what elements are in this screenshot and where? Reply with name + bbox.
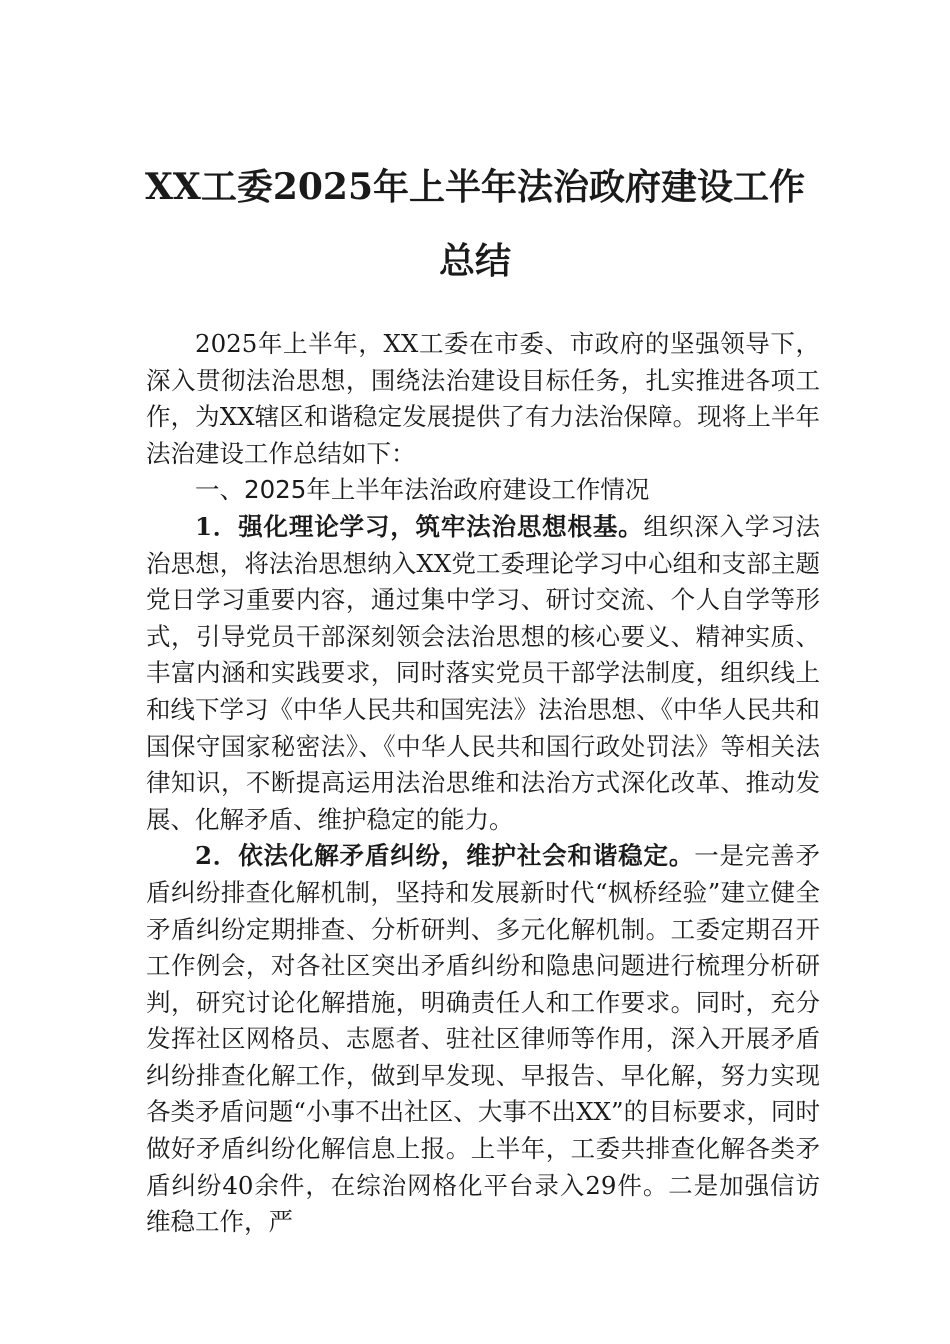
item-2-paragraph [146, 838, 820, 1241]
document-body [146, 326, 820, 1241]
section-heading: 一、2025年上半年法治政府建设工作情况 [195, 475, 650, 505]
document-title [140, 150, 810, 298]
item-1-text: 组织深入学习法治思想，将法治思想纳入XX党工委理论学习中心组和支部主题党日学习重要内容，通过集中学习、研讨交流、个人自学等形式，引导党员干部深刻领会法治思想的核心要义、精神实质、丰富内涵和实践要求，同时落实党员干部学法制度，组织线上和线下学习《中华人民共和国宪法》法治思想、《中华人民共和国保守国家秘密法》、《中华人民共和国行政处罚法》等相关法律知识，不断提高运用法治思维和法治方式深化改革、推动发展、化解矛盾、维护稳定的能力。 [146, 511, 821, 834]
document-title-line-2: 总结 [438, 240, 511, 282]
document-title-line-1: XX工委2025年上半年法治政府建设工作 [144, 166, 806, 208]
item-1-paragraph [146, 509, 820, 838]
item-2-text: 一是完善矛盾纠纷排查化解机制，坚持和发展新时代“枫桥经验”建立健全矛盾纠纷定期排查、分析研判、多元化解机制。工委定期召开工作例会，对各社区突出矛盾纠纷和隐患问题进行梳理分析研判，研究讨论化解措施，明确责任人和工作要求。同时，充分发挥社区网格员、志愿者、驻社区律师等作用，深入开展矛盾纠纷排查化解工作，做到早发现、早报告、早化解，努力实现各类矛盾问题“小事不出社区、大事不出XX”的目标要求，同时做好矛盾纠纷化解信息上报。上半年，工委共排查化解各类矛盾纠纷40余件，在综治网格化平台录入29件。二是加强信访维稳工作，严 [146, 841, 821, 1237]
intro-paragraph: 2025年上半年，XX工委在市委、市政府的坚强领导下，深入贯彻法治思想，围绕法治建设目标任务，扎实推进各项工作，为XX辖区和谐稳定发展提供了有力法治保障。现将上半年法治建设工作总结如下： [146, 329, 820, 468]
item-2-lead: 2．依法化解矛盾纠纷，维护社会和谐稳定。 [195, 841, 695, 871]
item-1-lead: 1．强化理论学习，筑牢法治思想根基。 [195, 511, 644, 541]
